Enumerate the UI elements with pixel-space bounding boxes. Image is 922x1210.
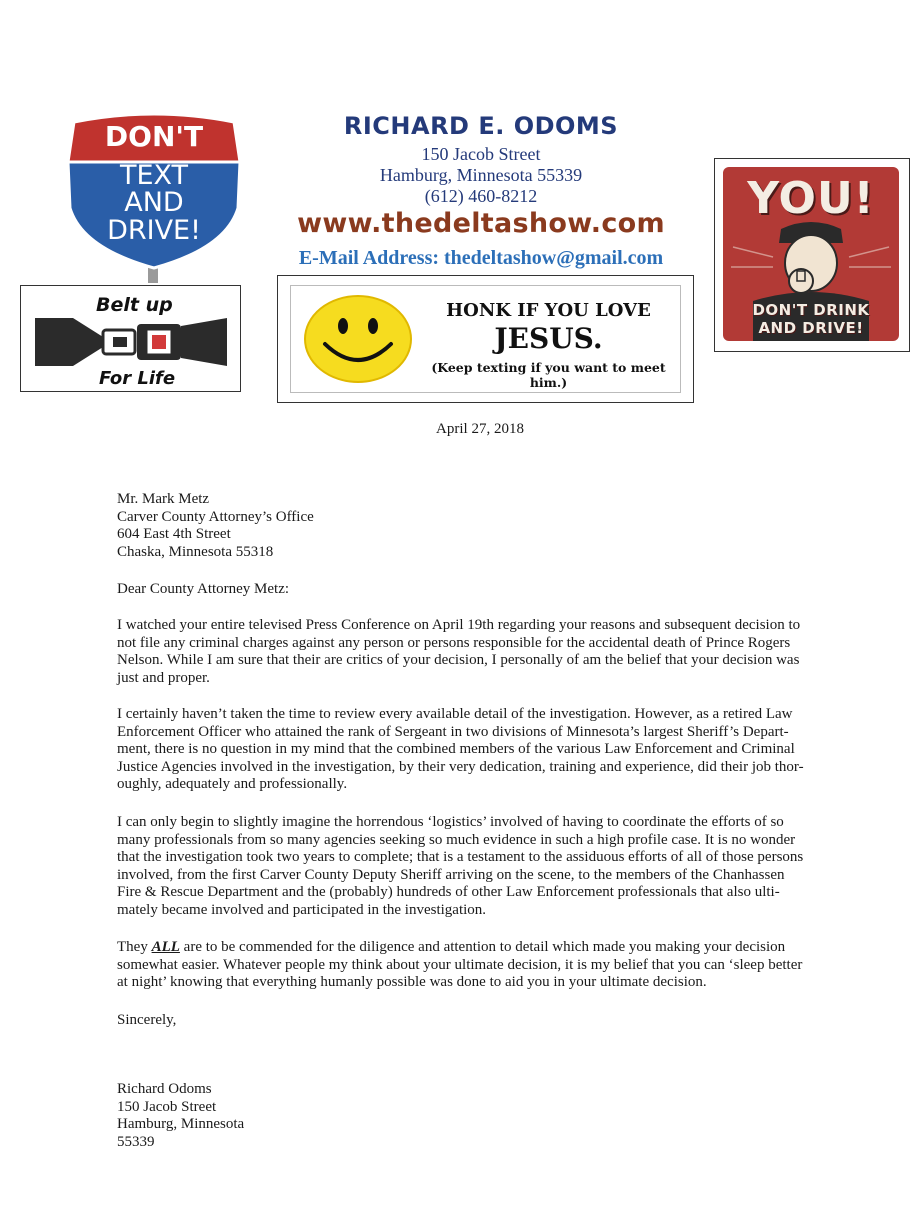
- recipient-address: [117, 491, 314, 561]
- paragraph-3: [117, 814, 847, 920]
- sign-line3: AND: [124, 187, 184, 218]
- sign-line2: TEXT: [119, 160, 189, 191]
- paragraph-1: [117, 617, 847, 687]
- letterhead-name: RICHARD E. ODOMS: [343, 112, 619, 140]
- paragraph-line: not file any criminal charges against any person or persons responsible for the accidental death of Prince Rogers: [117, 634, 791, 651]
- smiley-face-icon: [303, 294, 413, 384]
- paragraph-line: many professionals from so many agencies seeking so much evidence in such a high profile case. It is no wonder: [117, 831, 796, 848]
- p4-rest: are to be commended for the diligence and attention to detail which made you making your decision: [179, 939, 786, 955]
- p4-start: They: [117, 939, 152, 955]
- p4-emphasis: ALL: [151, 939, 180, 955]
- you-text: YOU!: [747, 173, 875, 224]
- honk-if-you-love-jesus-box: [277, 275, 694, 403]
- signature-name: Richard Odoms: [117, 1081, 212, 1097]
- recipient-name: Mr. Mark Metz: [117, 491, 210, 507]
- belt-up-text: Belt up: [96, 294, 173, 316]
- letterhead-website: www.thedeltashow.com: [297, 208, 665, 239]
- sign-line4: DRIVE!: [107, 215, 201, 246]
- signature-city: Hamburg, Minnesota: [117, 1116, 245, 1133]
- recipient-city: Chaska, Minnesota 55318: [117, 543, 274, 560]
- paragraph-line: I certainly haven’t taken the time to review every available detail of the investigation. However, as a retired Law: [117, 706, 793, 722]
- paragraph-line: that the investigation took two years to complete; that is a testament to the assiduous efforts of all of those persons: [117, 849, 804, 866]
- recipient-office: Carver County Attorney’s Office: [117, 508, 314, 525]
- paragraph-line: just and proper.: [117, 669, 210, 686]
- paragraph-line: Enforcement Officer who attained the rank of Sergeant in two divisions of Minnesota’s largest Sheriff’s Depart-: [117, 723, 789, 740]
- paragraph-line: Fire & Rescue Department and the (probably) hundreds of other Law Enforcement professionals that also ulti-: [117, 884, 780, 901]
- closing: Sincerely,: [117, 1012, 177, 1028]
- signature-block: [117, 1081, 244, 1151]
- paragraph-line: ment, there is no question in my mind that the combined members of the various Law Enforcement and Criminal: [117, 741, 795, 758]
- seatbelt-icon: [33, 316, 229, 368]
- sign-line1: DON'T: [104, 120, 204, 153]
- letterhead-street: 150 Jacob Street: [421, 144, 541, 164]
- paragraph-4: [117, 939, 847, 992]
- letter-date: April 27, 2018: [436, 421, 524, 437]
- signature-street: 150 Jacob Street: [117, 1098, 217, 1115]
- dont-drink-and-drive-box: [714, 158, 910, 352]
- letterhead-phone: (612) 460-8212: [424, 186, 538, 206]
- paragraph-line: oughly, adequately and professionally.: [117, 776, 348, 793]
- paragraph-line: I watched your entire televised Press Conference on April 19th regarding your reasons and subsequent decision to: [117, 617, 801, 633]
- honk-line2: JESUS.: [494, 322, 603, 355]
- dont-drink-text: DON'T DRINK: [752, 301, 870, 319]
- recipient-street: 604 East 4th Street: [117, 526, 231, 543]
- paragraph-line: mately became involved and participated in the investigation.: [117, 901, 487, 918]
- letterhead-city: Hamburg, Minnesota 55339: [379, 165, 583, 185]
- paragraph-line: [117, 939, 847, 957]
- paragraph-line: involved, from the first Carver County Deputy Sheriff arriving on the scene, to the members of the Chanhassen: [117, 866, 785, 883]
- belt-up-box: [20, 285, 241, 392]
- letterhead-email: E-Mail Address: thedeltashow@gmail.com: [298, 247, 664, 269]
- paragraph-line: Justice Agencies involved in the investigation, by their very dedication, training and experience, did their job thor-: [117, 758, 804, 775]
- and-drive-text: AND DRIVE!: [758, 319, 864, 337]
- paragraph-line: Nelson. While I am sure that their are critics of your decision, I personally of am the belief that your decision was: [117, 652, 800, 669]
- signature-zip: 55339: [117, 1133, 155, 1150]
- dont-text-and-drive-sign: [66, 108, 242, 283]
- honk-inner-frame: [290, 285, 681, 393]
- paragraph-line: somewhat easier. Whatever people my think about your ultimate decision, it is my belief that you can ‘sleep better: [117, 956, 803, 973]
- paragraph-2: [117, 706, 847, 794]
- honk-line1: HONK IF YOU LOVE: [446, 300, 651, 321]
- paragraph-line: I can only begin to slightly imagine the horrendous ‘logistics’ involved of having to coordinate the efforts of so: [117, 814, 784, 830]
- honk-line3: (Keep texting if you want to meet him.): [431, 360, 666, 390]
- for-life-text: For Life: [99, 368, 176, 389]
- paragraph-line: at night’ knowing that everything humanly possible was done to aid you in your ultimate decision.: [117, 974, 707, 991]
- dont-drink-poster: [723, 167, 899, 341]
- salutation: Dear County Attorney Metz:: [117, 581, 290, 597]
